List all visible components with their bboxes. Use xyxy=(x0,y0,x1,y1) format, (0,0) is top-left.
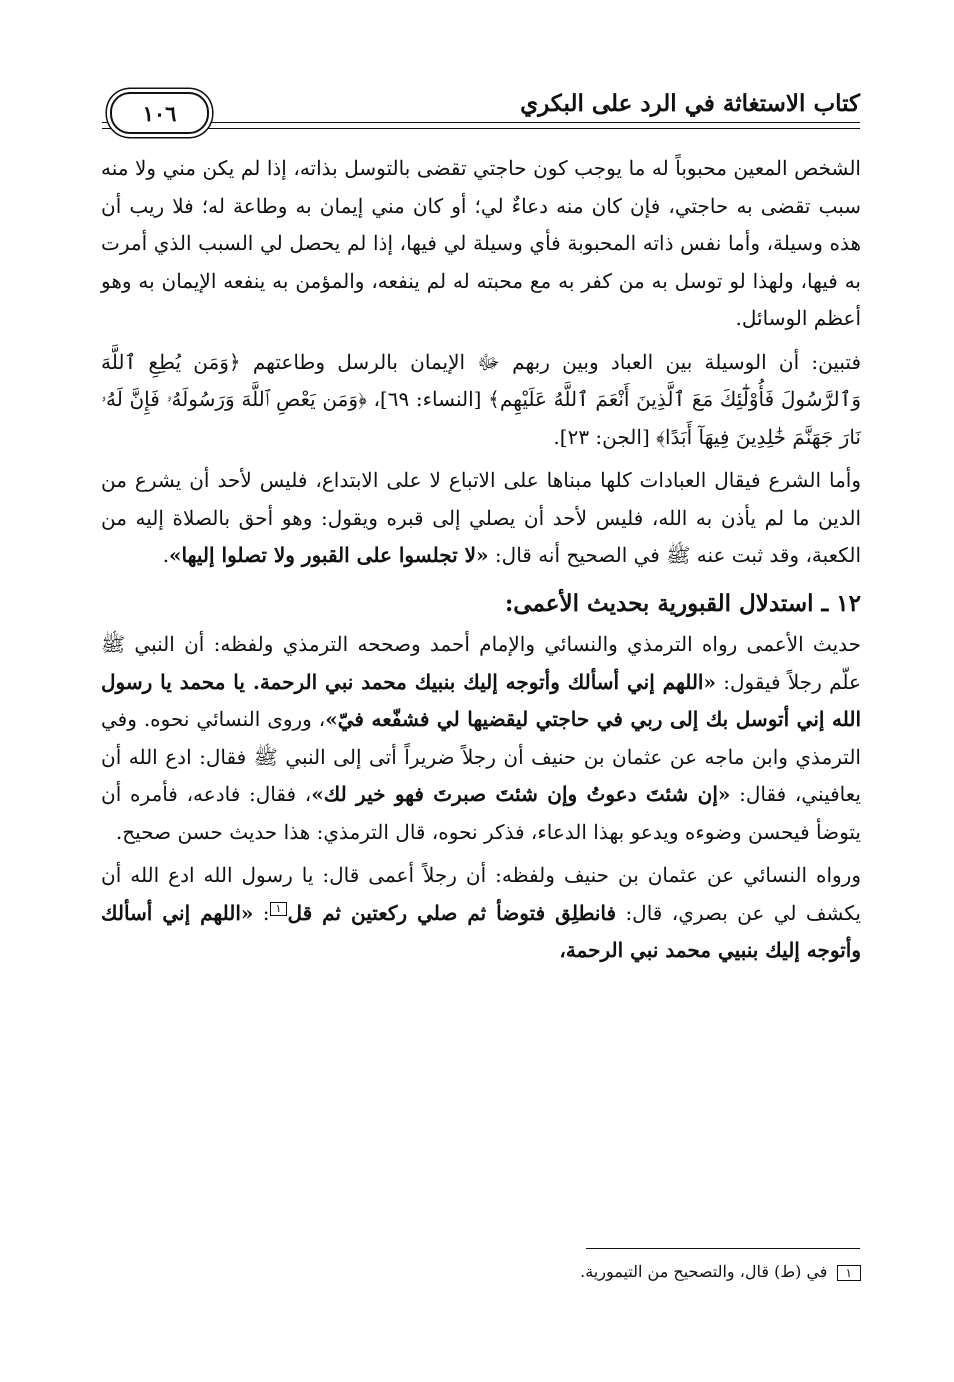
paragraph-1 xyxy=(101,150,861,338)
text-run: : xyxy=(253,900,270,925)
hadith-quote: «اللهم إني أسألك وأتوجه إليك بنبيي محمد نبي الرحمة، xyxy=(101,900,861,962)
text-run: ورواه النسائي عن عثمان بن حنيف ولفظه: أن رجلاً أعمى قال: يا رسول الله ادع الله أن يكشف لي عن بصري، قال: xyxy=(101,863,861,925)
header-rule xyxy=(102,128,860,129)
text-run: ، وروى النسائي نحوه. وفي الترمذي وابن ماجه عن عثمان بن حنيف أن رجلاً ضريراً أتى إلى النبي ﷺ فقال: ادع الله أن يعافيني، فقال: xyxy=(101,707,861,806)
footnote-number: ١ xyxy=(837,1265,861,1281)
paragraph-text xyxy=(101,462,861,575)
paragraph-5 xyxy=(101,857,861,970)
paragraph-2 xyxy=(101,344,861,457)
page-header xyxy=(100,84,860,134)
footnote xyxy=(101,1262,861,1281)
paragraph-text: فتبين: أن الوسيلة بين العباد وبين ربهم ﷻ الإيمان بالرسل وطاعتهم ﴿وَمَن يُطِعِ ٱللَّهَ وَٱلرَّسُولَ فَأُوْلَٰٓئِكَ مَعَ ٱلَّذِينَ أَنْعَمَ ٱللَّهُ عَلَيْهِم﴾ [النساء: ٦٩]، ﴿وَمَن يَعْصِ ٱللَّهَ وَرَسُولَهُۥ فَإِنَّ لَهُۥ نَارَ جَهَنَّمَ خَٰلِدِينَ فِيهَآ أَبَدًا﴾ [الجن: ٢٣]. xyxy=(101,349,861,449)
text-run: . xyxy=(162,543,170,567)
page-body xyxy=(101,150,861,976)
text-run: ، فقال: فادعه، فأمره أن يتوضأ فيحسن وضوءه ويدعو بهذا الدعاء، فذكر نحوه، قال الترمذي: هذا حديث حسن صحيح. xyxy=(101,782,861,844)
footnote-text: في (ط) قال، والتصحيح من التيمورية. xyxy=(580,1262,828,1281)
page-number: ١٠٦ xyxy=(110,92,209,134)
hadith-quote: «لا تجلسوا على القبور ولا تصلوا إليها» xyxy=(169,543,489,567)
hadith-quote: «اللهم إني أسألك وأتوجه إليك بنبيك محمد نبي الرحمة. يا محمد يا رسول الله إني أتوسل بك إلى ربي في حاجتي ليقضيها لي فشفّعه فيّ» xyxy=(101,669,862,731)
paragraph-text xyxy=(101,857,861,970)
section-heading: ١٢ ـ استدلال القبورية بحديث الأعمى: xyxy=(504,589,861,617)
footnote-divider xyxy=(586,1248,860,1249)
text-run: حديث الأعمى رواه الترمذي والنسائي والإمام أحمد وصححه الترمذي ولفظه: أن النبي ﷺ علّم رجلاً فيقول: xyxy=(101,632,861,694)
paragraph-text: الشخص المعين محبوباً له ما يوجب كون حاجتي تقضى بالتوسل بذاته، إذا لم يكن مني ولا منه سبب تقضى به حاجتي، فإن كان منه دعاءٌ لي؛ أو كان مني إيمان به وطاعة له؛ فلا ريب أن هذه وسيلة، وأما نفس ذاته المحبوبة فأي وسيلة لي فيها، إذا لم يحصل لي السبب الذي أمرت به فيها، ولهذا لو توسل به من كفر به مع محبته له لم ينفعه، والمؤمن به ينفعه الإيمان به وهو أعظم الوسائل. xyxy=(101,156,861,330)
bold-phrase: فانطلِق فتوضأ ثم صلي ركعتين ثم قل xyxy=(287,900,617,925)
paragraph-3 xyxy=(101,462,861,575)
text-run: وأما الشرع فيقال العبادات كلها مبناها على الاتباع لا على الابتداع، فليس لأحد أن يشرع من الدين ما لم يأذن به الله، فليس لأحد أن يصلي إلى قبره ويقول: وهو أحق بالصلاة إليه من الكعبة، وقد ثبت عنه ﷺ في الصحيح أنه قال: xyxy=(101,468,861,567)
footnote-marker[interactable]: ١ xyxy=(270,902,288,916)
book-title: كتاب الاستغاثة في الرد على البكري xyxy=(520,90,860,117)
header-rule xyxy=(102,122,860,123)
hadith-quote: «إن شئتَ دعوتُ وإن شئتَ صبرتَ فهو خير لك» xyxy=(311,782,731,806)
paragraph-4 xyxy=(101,626,861,851)
paragraph-text xyxy=(101,626,861,851)
